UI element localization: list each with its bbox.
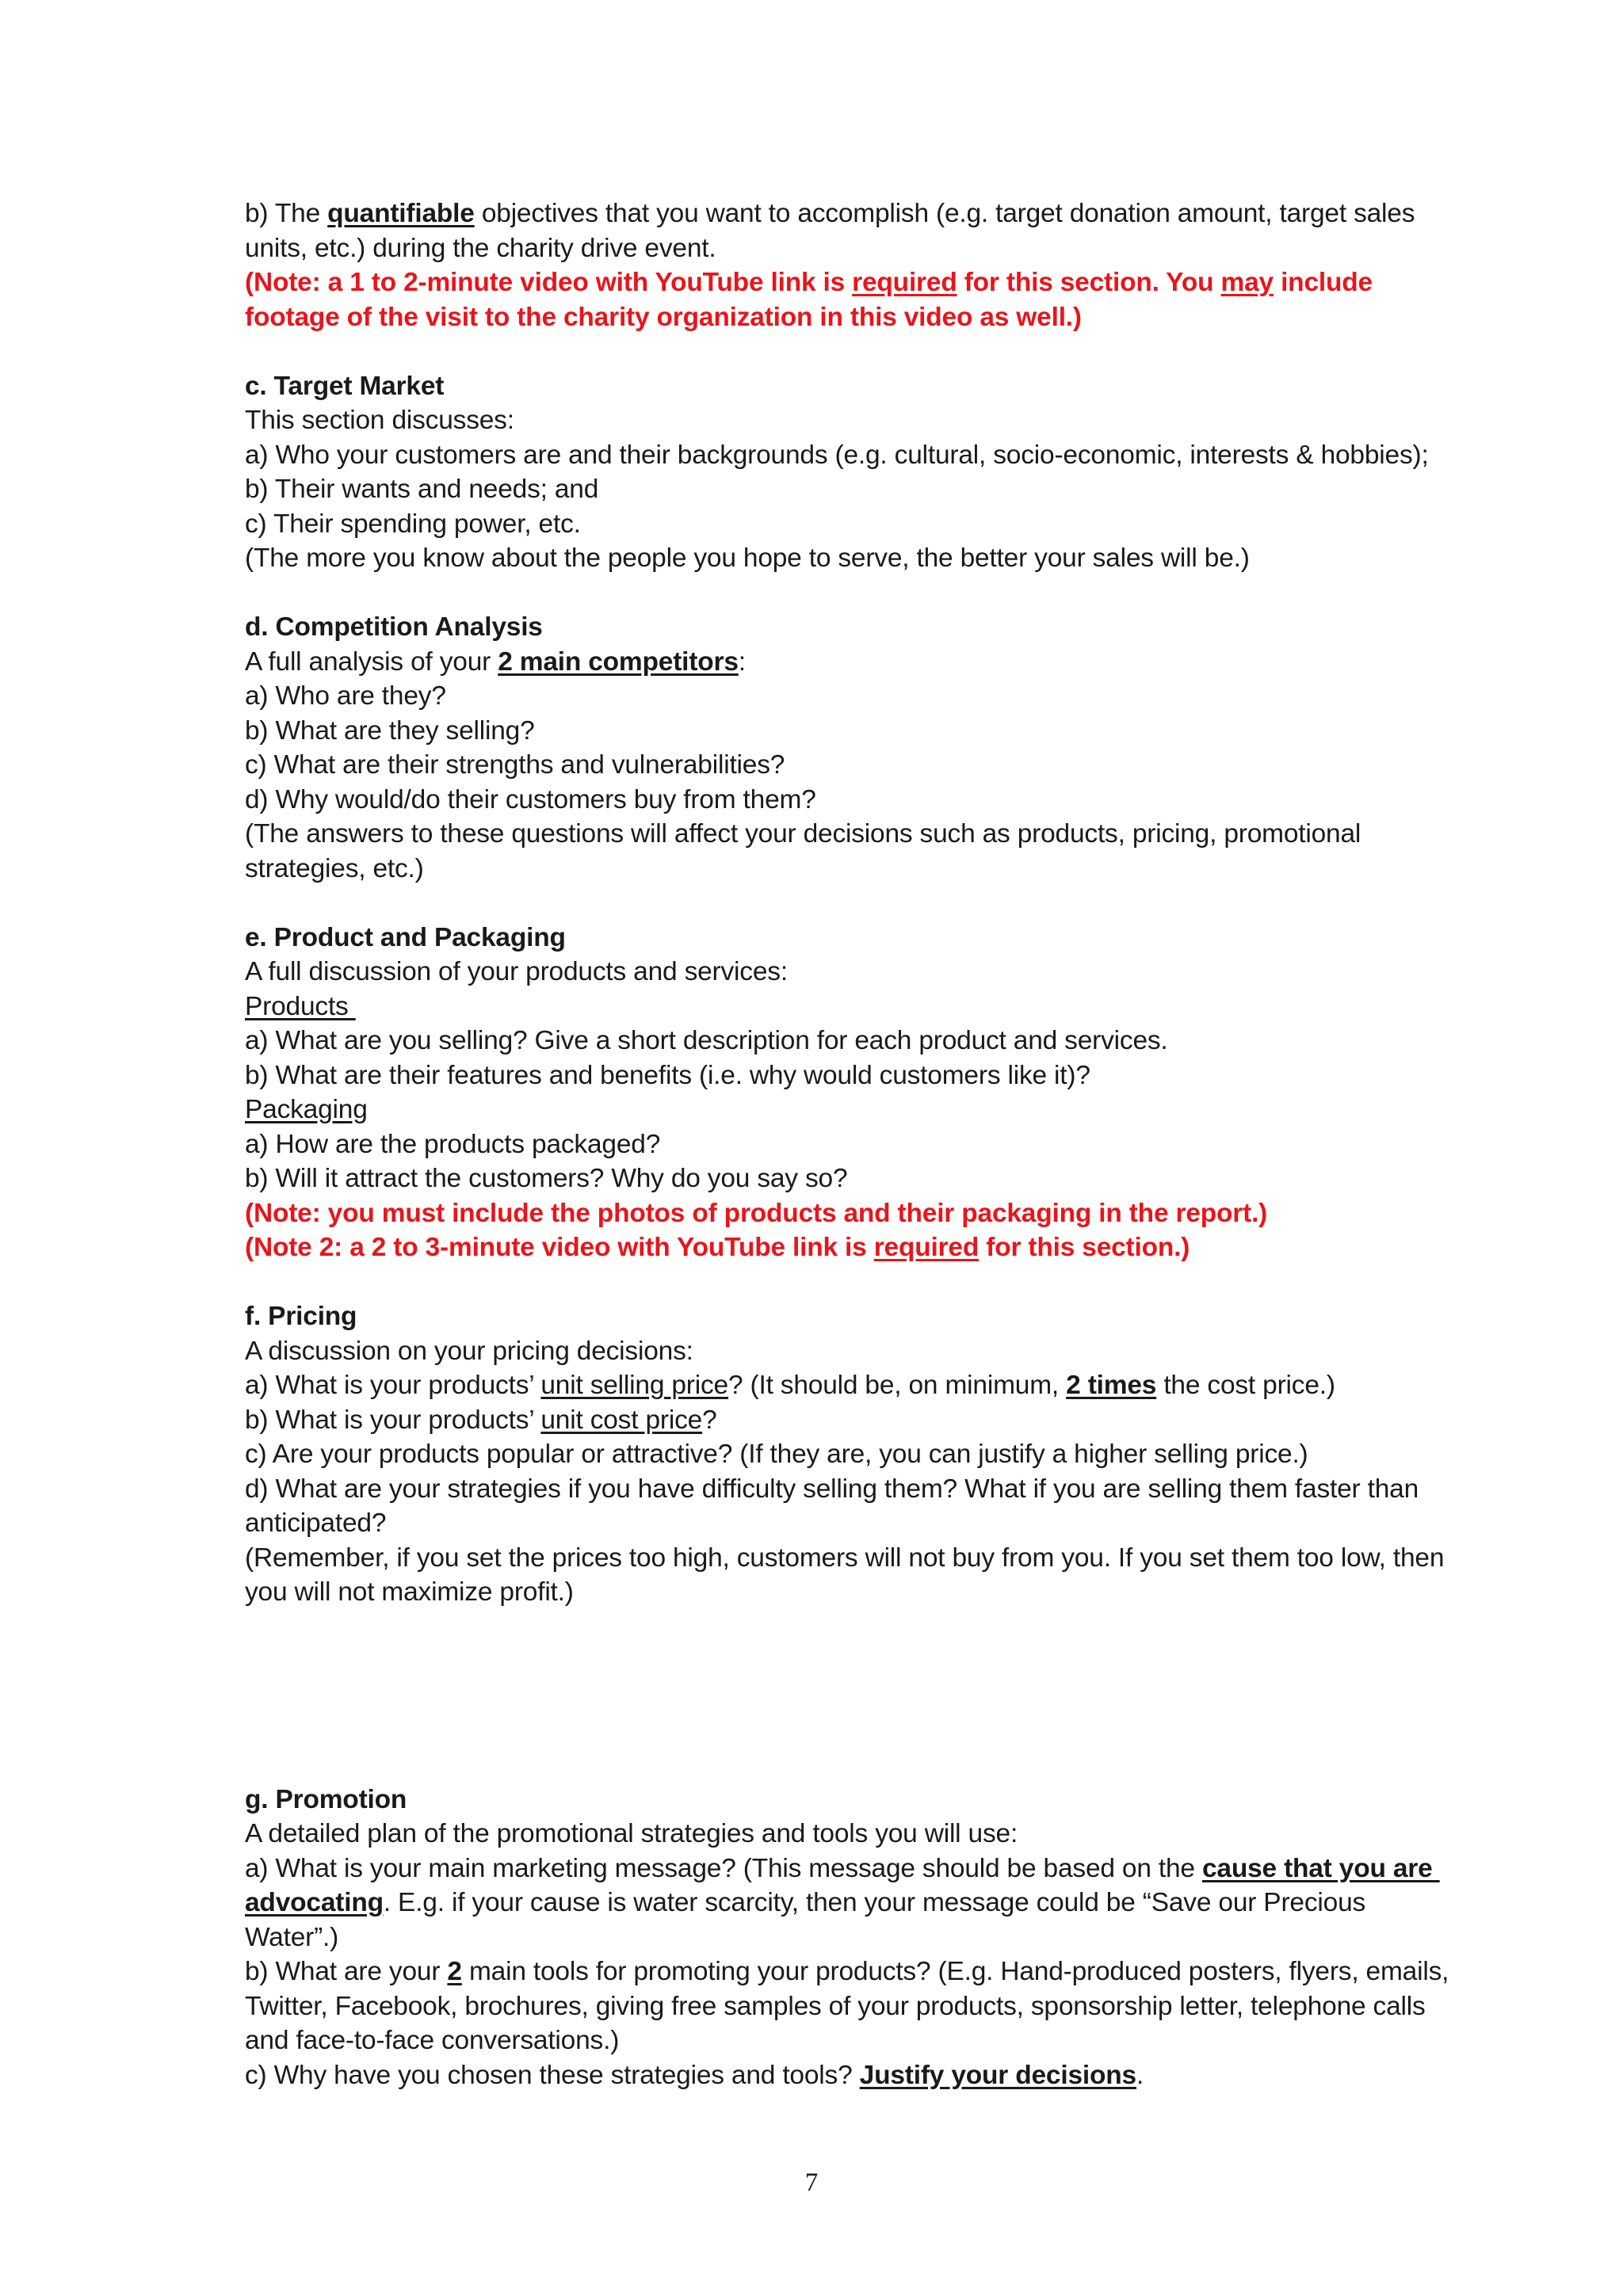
video-note-line-1 (245, 265, 1402, 300)
emphasis-advocating: advocating (245, 1888, 384, 1917)
competition-line: c) What are their strengths and vulnerabilities? (245, 750, 785, 780)
pricing-line-b (245, 1403, 1402, 1438)
promotion-line-b1 (245, 1955, 1449, 1989)
text: for this section. You (957, 268, 1221, 297)
text: objectives that you want to accomplish (e.g. target donation amount, target sales (474, 199, 1415, 228)
products-line: a) What are you selling? Give a short description for each product and services. (245, 1026, 1168, 1055)
emphasis-main-competitors: 2 main competitors (498, 646, 739, 677)
emphasis-cause: cause that you are (1201, 1853, 1440, 1883)
competition-line: b) What are they selling? (245, 715, 535, 746)
spacer (245, 576, 1402, 611)
heading-product-packaging: e. Product and Packaging (245, 922, 566, 952)
pricing-line-a (245, 1368, 1402, 1403)
emphasis-2: 2 (447, 1957, 462, 1986)
text: include (1273, 268, 1373, 297)
text: ? (702, 1405, 717, 1435)
spacer (245, 334, 1402, 369)
document-page (245, 196, 1449, 2092)
emphasis-2-times: 2 times (1066, 1371, 1157, 1400)
text: . E.g. if your cause is water scarcity, then your message could be “Save our Precious (383, 1888, 1366, 1917)
emphasis-unit-cost-price: unit cost price (540, 1405, 703, 1435)
promotion-line-b3: and face-to-face conversations.) (245, 2026, 620, 2055)
text: b) The (245, 199, 328, 228)
target-market-line: c) Their spending power, etc. (245, 509, 581, 539)
text: a) What is your products’ (245, 1371, 541, 1400)
competition-intro (245, 645, 1402, 680)
emphasis-justify: Justify your decisions (859, 2060, 1136, 2090)
packaging-line: b) Will it attract the customers? Why do you say so? (245, 1164, 848, 1193)
text: c) Why have you chosen these strategies and tools? (245, 2060, 860, 2090)
text: : (738, 646, 746, 677)
heading-target-market: c. Target Market (245, 371, 445, 401)
text: for this section.) (979, 1233, 1190, 1262)
products-subheading: Products (245, 991, 356, 1021)
promotion-intro: A detailed plan of the promotional strategies and tools you will use: (245, 1819, 1018, 1848)
promotion-line-a1 (245, 1852, 1440, 1886)
pricing-line: anticipated? (245, 1508, 387, 1538)
promotion-line-a3: Water”.) (245, 1922, 339, 1952)
page-blank-space (245, 1610, 1402, 1783)
video-note-2 (245, 1230, 1402, 1265)
product-intro: A full discussion of your products and services: (245, 957, 788, 986)
competition-line: (The answers to these questions will affect your decisions such as products, pricing, promotional (245, 819, 1361, 849)
packaging-subheading: Packaging (245, 1095, 368, 1124)
spacer (245, 886, 1402, 921)
target-market-line: This section discusses: (245, 406, 514, 435)
target-market-line: (The more you know about the people you hope to serve, the better your sales will be.) (245, 543, 1250, 573)
text: A full analysis of your (245, 646, 498, 677)
emphasis-unit-selling-price: unit selling price (540, 1371, 728, 1400)
promotion-line-a2 (245, 1886, 1402, 1920)
text: main tools for promoting your products? (E.g. Hand-produced posters, flyers, emails, (461, 1957, 1449, 1986)
emphasis-may: may (1220, 268, 1274, 297)
promotion-line-c (245, 2058, 1402, 2093)
objectives-line-1 (245, 196, 1415, 231)
pricing-line: d) What are your strategies if you have difficulty selling them? What if you are selling them faster than (245, 1474, 1419, 1504)
video-note-line-2: footage of the visit to the charity organization in this video as well.) (245, 302, 1082, 332)
competition-line: a) Who are they? (245, 681, 446, 711)
competition-line: strategies, etc.) (245, 853, 424, 883)
text: b) What is your products’ (245, 1405, 541, 1435)
objectives-line-2: units, etc.) during the charity drive event. (245, 233, 716, 263)
heading-competition-analysis: d. Competition Analysis (245, 612, 543, 642)
text: ? (It should be, on minimum, (727, 1371, 1067, 1400)
spacer (245, 1265, 1402, 1300)
target-market-line: a) Who your customers are and their backgrounds (e.g. cultural, socio-economic, interests & hobbies); (245, 440, 1429, 470)
text: . (1136, 2060, 1144, 2090)
emphasis-required: required (852, 268, 957, 297)
text: b) What are your (245, 1957, 448, 1986)
target-market-line: b) Their wants and needs; and (245, 475, 599, 504)
competition-line: d) Why would/do their customers buy from them? (245, 784, 816, 814)
text: a) What is your main marketing message? (This message should be based on the (245, 1853, 1202, 1883)
photos-note: (Note: you must include the photos of products and their packaging in the report.) (245, 1198, 1268, 1228)
heading-pricing: f. Pricing (245, 1302, 357, 1331)
text: (Note: a 1 to 2-minute video with YouTube link is (245, 268, 853, 297)
text: (Note 2: a 2 to 3-minute video with YouTube link is (245, 1233, 874, 1262)
promotion-line-b2: Twitter, Facebook, brochures, giving free samples of your products, sponsorship letter, telephone calls (245, 1991, 1426, 2021)
emphasis-required: required (873, 1233, 980, 1262)
pricing-intro: A discussion on your pricing decisions: (245, 1336, 693, 1366)
pricing-line: you will not maximize profit.) (245, 1577, 574, 1607)
text: the cost price.) (1156, 1371, 1335, 1400)
emphasis-quantifiable: quantifiable (327, 199, 475, 228)
heading-promotion: g. Promotion (245, 1784, 407, 1814)
products-line: b) What are their features and benefits (i.e. why would customers like it)? (245, 1060, 1090, 1090)
page-number: 7 (804, 2168, 819, 2197)
pricing-line: (Remember, if you set the prices too high, customers will not buy from you. If you set them too low, then (245, 1543, 1445, 1573)
packaging-line: a) How are the products packaged? (245, 1129, 661, 1159)
pricing-line: c) Are your products popular or attractive? (If they are, you can justify a higher selling price.) (245, 1440, 1308, 1469)
